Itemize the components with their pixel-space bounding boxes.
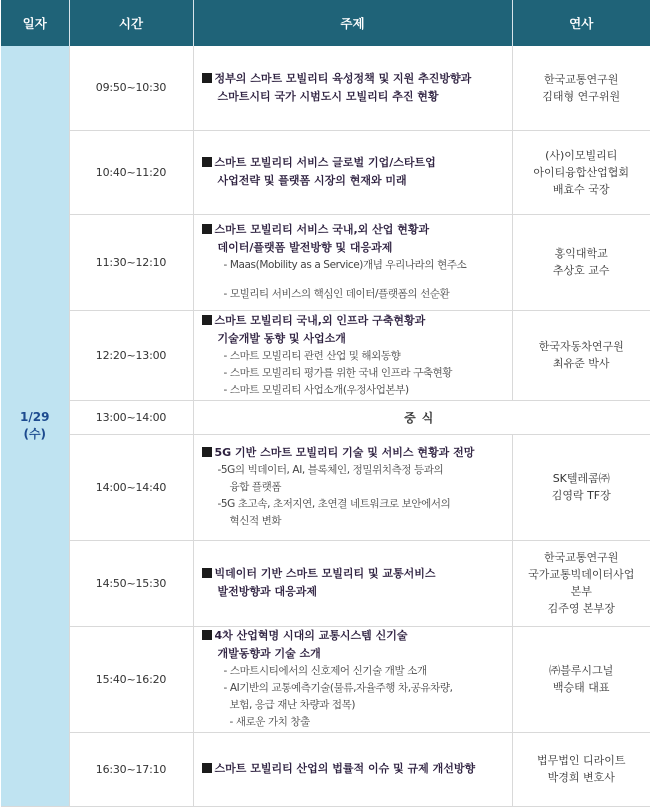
topic-cell [193, 434, 512, 540]
topic-cell [193, 540, 512, 626]
speaker-cell [512, 46, 650, 130]
speaker-org: 한국자동차연구원 [538, 340, 624, 353]
square-bullet-icon [202, 568, 212, 578]
table-row [1, 732, 650, 806]
time-cell: 14:50~15:30 [69, 540, 193, 626]
topic-title-cont: 발전방향과 대응과제 [217, 585, 317, 598]
header-speaker: 연사 [512, 0, 650, 46]
schedule-table [1, 0, 650, 807]
topic-cell [193, 310, 512, 400]
topic-bullet: -5G 초고속, 초저지연, 초연결 네트워크로 보안에서의 [217, 498, 451, 510]
date-weekday: (수) [23, 426, 47, 441]
topic-title: 빅데이터 기반 스마트 모빌리티 및 교통서비스 [214, 567, 436, 580]
topic-title-cont: 데이터/플랫폼 발전방향 및 대응과제 [217, 241, 393, 254]
table-row [1, 434, 650, 540]
speaker-org: (사)이모빌리티 [545, 148, 618, 162]
time-cell: 10:40~11:20 [69, 130, 193, 214]
table-row [1, 400, 650, 434]
topic-bullet: -5G의 빅데이터, AI, 블록체인, 정밀위치측정 등과의 [217, 464, 444, 476]
speaker-org: 홍익대학교 [554, 247, 608, 260]
topic-cell [193, 214, 512, 310]
topic-bullet: - Maas(Mobility as a Service)개념 우리나라의 현주소 [223, 259, 467, 271]
table-row [1, 540, 650, 626]
topic-bullet: - 모빌리티 서비스의 핵심인 데이터/플랫폼의 선순환 [223, 288, 450, 300]
topic-bullet: - 스마트 모빌리티 관련 산업 및 해외동향 [223, 349, 401, 362]
topic-cell [193, 626, 512, 732]
header-topic: 주제 [193, 0, 512, 46]
topic-cell [193, 732, 512, 806]
topic-bullet: - 새로운 가치 창출 [229, 716, 310, 728]
table-row [1, 130, 650, 214]
topic-cell [193, 130, 512, 214]
topic-title-cont: 개발동향과 기술 소개 [217, 647, 321, 660]
speaker-cell [512, 214, 650, 310]
topic-bullet-cont: 융합 플랫폼 [229, 481, 282, 493]
time-cell: 12:20~13:00 [69, 310, 193, 400]
topic-title: 5G 기반 스마트 모빌리티 기술 및 서비스 현황과 전망 [214, 446, 475, 459]
square-bullet-icon [202, 73, 212, 83]
lunch-break-label: 중식 [193, 400, 650, 434]
topic-bullet-cont: 혁신적 변화 [229, 515, 282, 527]
speaker-org: 본부 [570, 585, 592, 598]
header-time: 시간 [69, 0, 193, 46]
speaker-name: 김영락 TF장 [551, 489, 611, 502]
topic-title: 스마트 모빌리티 산업의 법률적 이슈 및 규제 개선방향 [214, 762, 476, 775]
speaker-org: 한국교통연구원 [544, 551, 619, 564]
header-row [1, 0, 650, 46]
topic-cell [193, 46, 512, 130]
speaker-cell [512, 434, 650, 540]
time-cell: 16:30~17:10 [69, 732, 193, 806]
speaker-name: 추상호 교수 [552, 264, 610, 277]
speaker-cell [512, 540, 650, 626]
speaker-name: 배효수 국장 [552, 182, 610, 196]
table-row [1, 310, 650, 400]
speaker-org: 아이티융합산업협회 [533, 165, 630, 179]
topic-title-cont: 기술개발 동향 및 사업소개 [217, 331, 346, 345]
time-cell: 13:00~14:00 [69, 400, 193, 434]
speaker-org: SK텔레콤㈜ [552, 472, 610, 485]
table-row [1, 214, 650, 310]
topic-title: 스마트 모빌리티 서비스 글로벌 기업/스타트업 [214, 156, 436, 169]
speaker-name: 김태형 연구위원 [542, 89, 621, 103]
topic-title: 스마트 모빌리티 국내,외 인프라 구축현황과 [214, 313, 426, 327]
table-row [1, 46, 650, 130]
speaker-name: 김주영 본부장 [547, 602, 615, 615]
speaker-org: 법무법인 디라이트 [536, 754, 626, 767]
square-bullet-icon [202, 630, 212, 640]
time-cell: 11:30~12:10 [69, 214, 193, 310]
topic-bullet: - AI기반의 교통예측기술(물류,자율주행 차,공유차량, [223, 682, 453, 694]
speaker-cell [512, 626, 650, 732]
topic-bullet: - 스마트시티에서의 신호제어 신기술 개발 소개 [223, 665, 427, 677]
speaker-org: 국가교통빅데이터사업 [528, 568, 635, 581]
speaker-name: 백승태 대표 [552, 681, 610, 694]
time-cell: 15:40~16:20 [69, 626, 193, 732]
topic-bullet-cont: 보험, 응급 재난 차량과 접목) [229, 699, 356, 711]
topic-title: 4차 산업혁명 시대의 교통시스템 신기술 [214, 629, 408, 642]
speaker-org: 한국교통연구원 [544, 72, 619, 86]
time-cell: 14:00~14:40 [69, 434, 193, 540]
topic-bullet: - 스마트 모빌리티 사업소개(우정사업본부) [223, 383, 409, 396]
topic-title-cont: 사업전략 및 플랫폼 시장의 현재와 미래 [217, 174, 407, 187]
square-bullet-icon [202, 447, 212, 457]
speaker-name: 최유준 박사 [552, 357, 610, 370]
speaker-org: ㈜블루시그널 [549, 664, 614, 677]
table-row [1, 626, 650, 732]
speaker-cell [512, 732, 650, 806]
topic-title: 스마트 모빌리티 서비스 국내,외 산업 현황과 [214, 223, 430, 236]
square-bullet-icon [202, 224, 212, 234]
square-bullet-icon [202, 315, 212, 325]
date-cell [1, 46, 69, 806]
square-bullet-icon [202, 157, 212, 167]
topic-title-cont: 스마트시티 국가 시범도시 모빌리티 추진 현황 [217, 89, 439, 103]
date-day: 1/29 [20, 409, 50, 424]
speaker-name: 박경희 변호사 [547, 771, 615, 784]
header-date: 일자 [1, 0, 69, 46]
topic-title: 정부의 스마트 모빌리티 육성정책 및 지원 추진방향과 [214, 71, 472, 85]
speaker-cell [512, 310, 650, 400]
square-bullet-icon [202, 763, 212, 773]
topic-bullet: - 스마트 모빌리티 평가를 위한 국내 인프라 구축현황 [223, 366, 453, 379]
speaker-cell [512, 130, 650, 214]
time-cell: 09:50~10:30 [69, 46, 193, 130]
